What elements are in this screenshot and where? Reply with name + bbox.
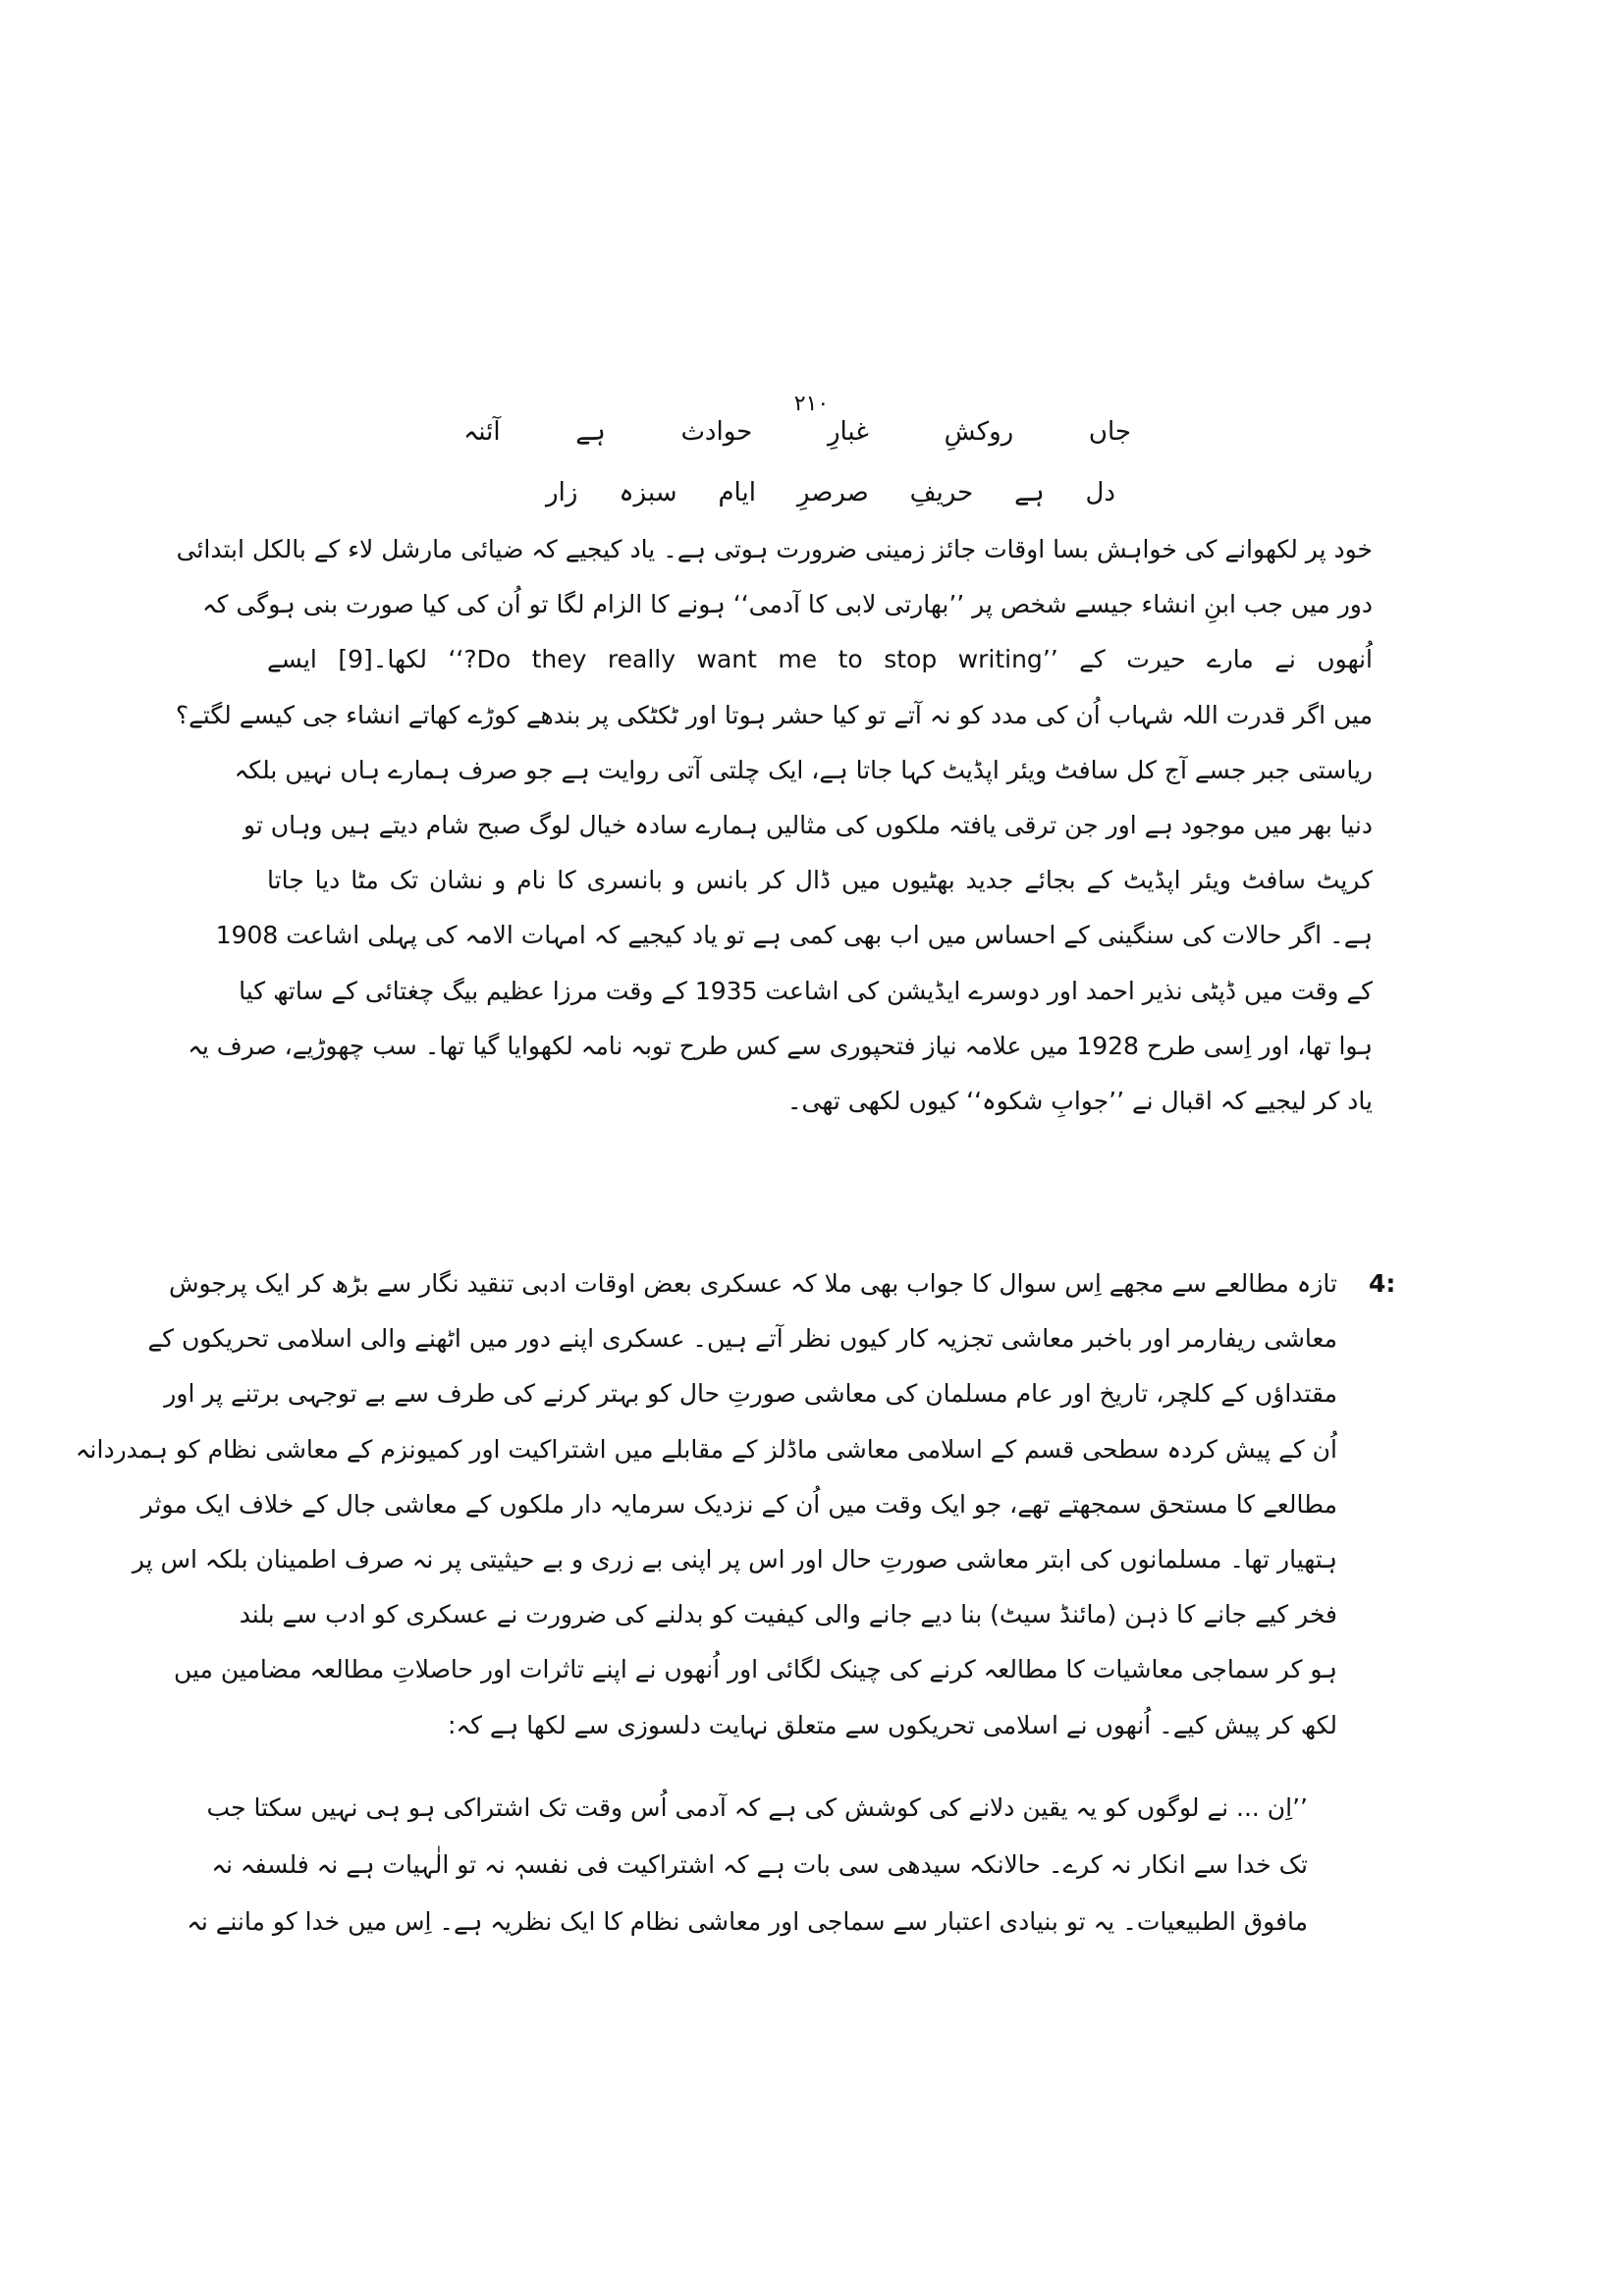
verse-line-2 — [546, 473, 1115, 512]
verse-word: جاں — [1088, 417, 1131, 447]
verse-word: روکشِ — [944, 417, 1014, 447]
quote-line: ’’اِن ... نے لوگوں کو یہ یقین دلانے کی کوشش کی ہے کہ آدمی اُس وقت تک اشتراکی ہو ہی نہیں سکتا جب — [206, 1793, 1308, 1822]
paragraph-item-4 — [75, 1256, 1337, 1753]
page-number: ۲۱۰ — [793, 392, 830, 416]
verse-word: غبارِ — [827, 417, 869, 447]
paragraph-line: فخر کیے جانے کا ذہن (مائنڈ سیٹ) بنا دیے جانے والی کیفیت کو بدلنے کی ضرورت نے عسکری کو ادب سے بلند — [239, 1600, 1337, 1629]
verse-word: ایام — [718, 478, 756, 507]
paragraph-line: ہے۔ اگر حالات کی سنگینی کے احساس میں اب بھی کمی ہے تو یاد کیجیے کہ امہات الامہ کی پہلی اشاعت 1908 — [215, 921, 1373, 950]
block-quote — [187, 1780, 1308, 1950]
paragraph-line: اُنھوں نے مارے حیرت کے ’’Do they really want me to stop writing?‘‘ لکھا۔[9] ایسے — [267, 645, 1374, 674]
paragraph-line: مطالعے کا مستحق سمجھتے تھے، جو ایک وقت میں اُن کے نزدیک سرمایہ دار ملکوں کے معاشی جال کے خلاف ایک موثر — [140, 1489, 1337, 1519]
verse-word: زار — [546, 478, 578, 507]
verse-word: حریفِ — [909, 478, 974, 507]
paragraph-line: ہو کر سماجی معاشیات کا مطالعہ کرنے کی چینک لگائی اور اُنھوں نے اپنے تاثرات اور حاصلاتِ مطالعہ مضامین میں — [173, 1655, 1337, 1684]
verse-word: حوادث — [680, 417, 753, 447]
quote-line: مافوق الطبیعیات۔ یہ تو بنیادی اعتبار سے سماجی اور معاشی نظام کا ایک نظریہ ہے۔ اِس میں خدا کو ماننے نہ — [187, 1907, 1308, 1936]
paragraph-line: دور میں جب ابنِ انشاء جیسے شخص پر ’’بھارتی لابی کا آدمی‘‘ ہونے کا الزام لگا تو اُن کی کیا صورت بنی ہوگی کہ — [201, 590, 1373, 619]
quote-line: تک خدا سے انکار نہ کرے۔ حالانکہ سیدھی سی بات ہے کہ اشتراکیت فی نفسہٖ نہ تو الٰہیات ہے نہ فلسفہ نہ — [211, 1850, 1308, 1879]
paragraph-line: لکھ کر پیش کیے۔ اُنھوں نے اسلامی تحریکوں سے متعلق نہایت دلسوزی سے لکھا ہے کہ: — [448, 1710, 1337, 1739]
verse-word: ہے — [1014, 478, 1045, 507]
paragraph-line: ہوا تھا، اور اِسی طرح 1928 میں علامہ نیاز فتحپوری سے کس طرح توبہ نامہ لکھوایا گیا تھا۔ سب چھوڑیے، صرف یہ — [188, 1031, 1373, 1060]
verse-word: صرصرِ — [796, 478, 869, 507]
paragraph-line: خود پر لکھوانے کی خواہش بسا اوقات جائز زمینی ضرورت ہوتی ہے۔ یاد کیجیے کہ ضیائی مارشل لاء کے بالکل ابتدائی — [176, 535, 1373, 563]
paragraph-line: اُن کے پیش کردہ سطحی قسم کے اسلامی معاشی ماڈلز کے مقابلے میں اشتراکیت اور کمیونزم کے معاشی نظام کو ہمدردانہ — [75, 1434, 1337, 1464]
paragraph-line: کرپٹ سافٹ ویئر اپڈیٹ کے بجائے جدید بھٹیوں میں ڈال کر بانس و بانسری کا نام و نشان تک مٹا دیا جاتا — [267, 866, 1373, 895]
verse-word: سبزہ — [619, 478, 677, 507]
verse-line-1 — [463, 412, 1131, 452]
paragraph-line: معاشی ریفارمر اور باخبر معاشی تجزیہ کار کیوں نظر آتے ہیں۔ عسکری اپنے دور میں اٹھنے والی اسلامی تحریکوں کے — [147, 1324, 1337, 1354]
paragraph-line: ہتھیار تھا۔ مسلمانوں کی ابتر معاشی صورتِ حال اور اس پر اپنی بے زری و بے حیثیتی پر نہ صرف اطمینان بلکہ اس پر — [132, 1544, 1337, 1574]
paragraph-line: دنیا بھر میں موجود ہے اور جن ترقی یافتہ ملکوں کی مثالیں ہمارے سادہ خیال لوگ صبح شام دیتے ہیں وہاں تو — [243, 810, 1373, 839]
paragraph-line: ریاستی جبر جسے آج کل سافٹ ویئر اپڈیٹ کہا جاتا ہے، ایک چلتی آتی روایت ہے جو صرف ہمارے ہاں نہیں بلکہ — [234, 755, 1373, 784]
paragraph-line: تازہ مطالعے سے مجھے اِس سوال کا جواب بھی ملا کہ عسکری بعض اوقات ادبی تنقید نگار سے بڑھ کر ایک پرجوش — [168, 1269, 1337, 1298]
verse-word: دل — [1085, 478, 1115, 507]
paragraph-line: میں اگر قدرت اللہ شہاب اُن کی مدد کو نہ آتے تو کیا حشر ہوتا اور ٹکٹکی پر بندھے کوڑے کھاتے انشاء جی کیسے لگتے؟ — [175, 700, 1373, 729]
item-number: 4: — [1369, 1269, 1396, 1298]
verse-word: ہے — [575, 417, 606, 447]
paragraph-line: کے وقت میں ڈپٹی نذیر احمد اور دوسرے ایڈیشن کی اشاعت 1935 کے وقت مرزا عظیم بیگ چغتائی کے ساتھ کیا — [239, 976, 1373, 1005]
verse-word: آئنہ — [463, 417, 501, 447]
paragraph-line: مقتداؤں کے کلچر، تاریخ اور عام مسلمان کی معاشی صورتِ حال کو بہتر کرنے کی طرف سے بے توجہی برتنے پر اور — [164, 1379, 1337, 1409]
paragraph-line: یاد کر لیجیے کہ اقبال نے ’’جوابِ شکوہ‘‘ کیوں لکھی تھی۔ — [786, 1086, 1373, 1115]
paragraph-1 — [175, 522, 1374, 1129]
